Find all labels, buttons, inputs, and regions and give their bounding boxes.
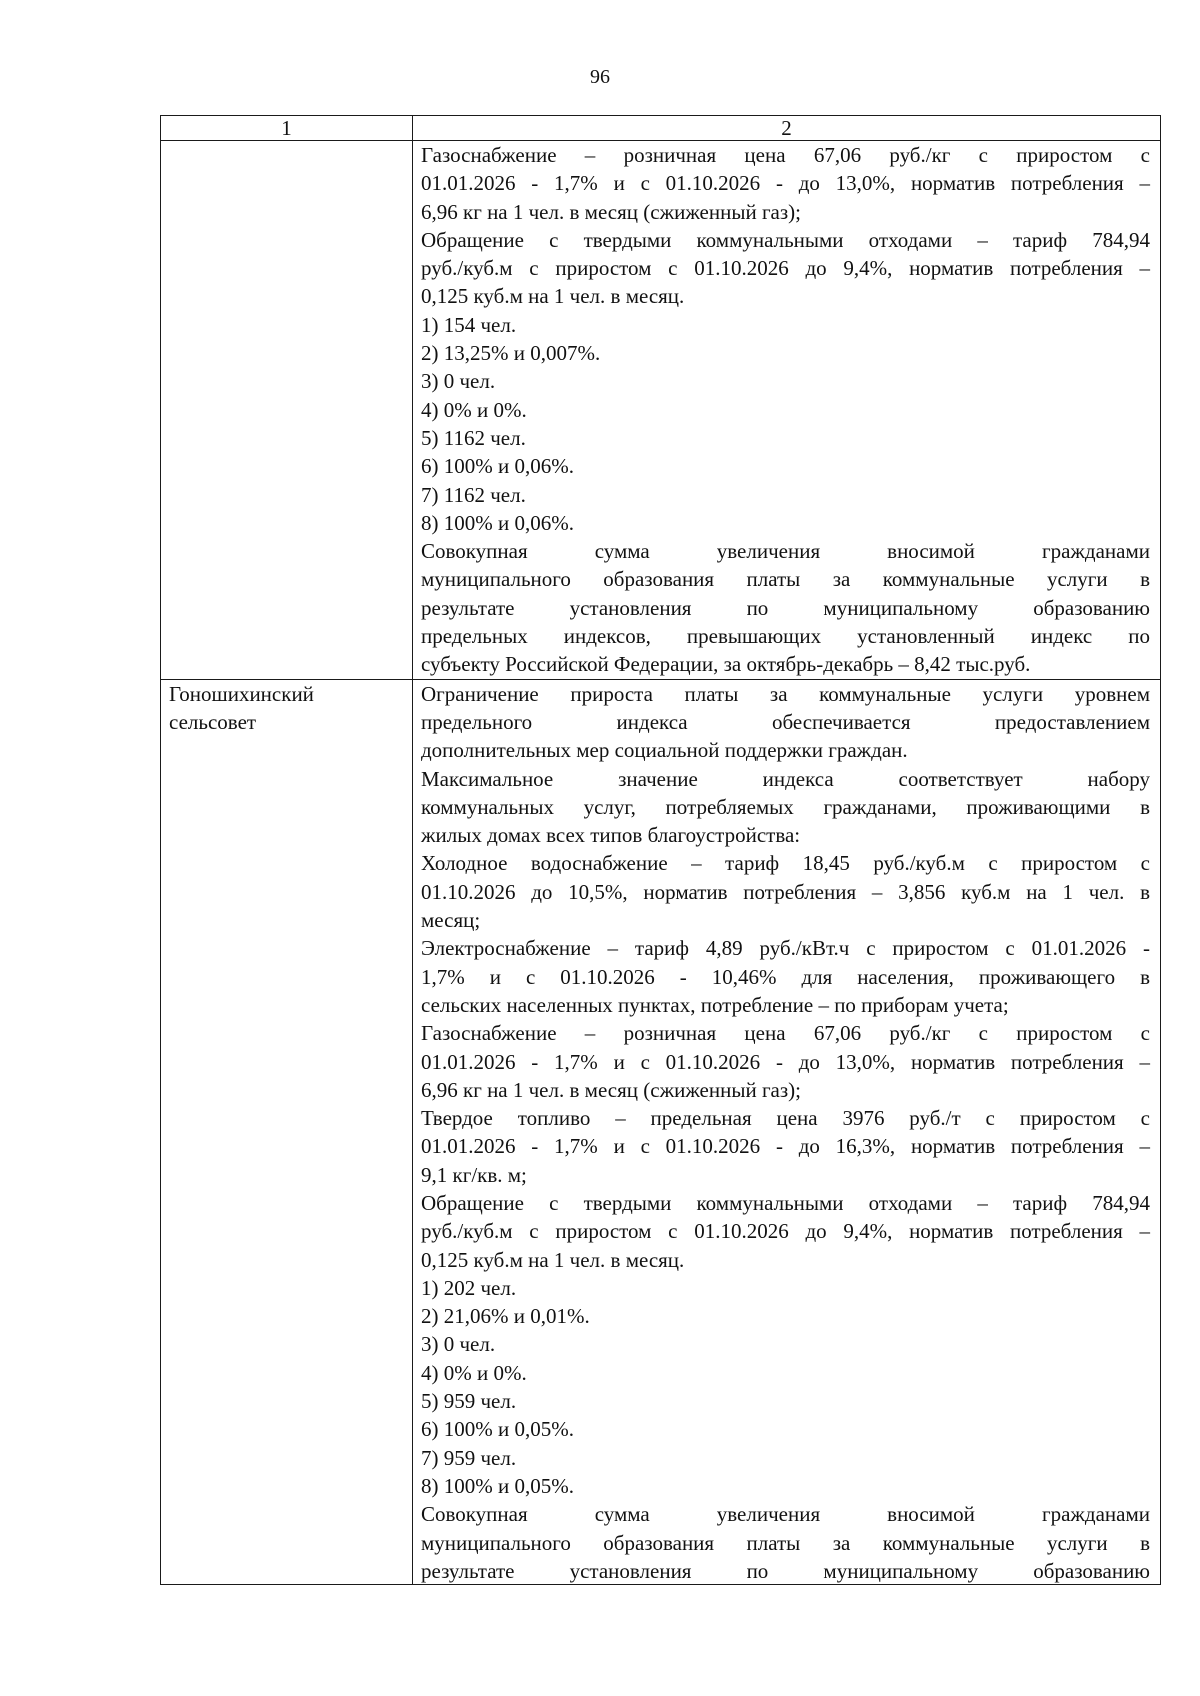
text-line: 7) 959 чел. (421, 1445, 517, 1470)
municipality-cell (161, 679, 413, 1584)
text-line: 5) 959 чел. (421, 1389, 517, 1414)
paragraph (421, 1500, 1150, 1584)
text-line: 0,125 куб.м на 1 чел. в месяц. (421, 1247, 685, 1272)
text-line: Обращение с твердыми коммунальными отходами – тариф 784,94 (421, 227, 1150, 252)
text-line: 2) 13,25% и 0,007%. (421, 341, 601, 366)
table-header-row (161, 116, 1161, 141)
text-line: 01.01.2026 - 1,7% и с 01.10.2026 - до 16,3%, норматив потребления – (421, 1134, 1150, 1159)
text-line: жилых домах всех типов благоустройства: (421, 823, 801, 848)
text-line: результате установления по муниципальному образованию (421, 1558, 1150, 1583)
table-row (161, 679, 1161, 1584)
paragraph (421, 765, 1150, 850)
text-line: 1,7% и с 01.10.2026 - 10,46% для населения, проживающего в (421, 964, 1150, 989)
text-line: 2) 21,06% и 0,01%. (421, 1304, 590, 1329)
table-row (161, 141, 1161, 680)
text-line: 1) 202 чел. (421, 1275, 517, 1300)
text-line: результате установления по муниципальному образованию (421, 595, 1150, 620)
text-line: коммунальных услуг, потребляемых гражданами, проживающими в (421, 794, 1150, 819)
text-line: руб./куб.м с приростом с 01.10.2026 до 9,4%, норматив потребления – (421, 256, 1150, 281)
paragraph (421, 1274, 1150, 1302)
paragraph (421, 141, 1150, 226)
paragraph (421, 537, 1150, 678)
text-line: 6,96 кг на 1 чел. в месяц (сжиженный газ); (421, 199, 801, 224)
paragraph (421, 1359, 1150, 1387)
description-cell (413, 141, 1161, 680)
paragraph (421, 1104, 1150, 1189)
paragraph (421, 1415, 1150, 1443)
text-line: месяц; (421, 908, 481, 933)
paragraph (421, 424, 1150, 452)
text-line: муниципального образования платы за коммунальные услуги в (421, 1530, 1150, 1555)
paragraph (421, 680, 1150, 765)
municipality-name-line: Гоношихинский (169, 681, 314, 706)
page-number: 96 (590, 66, 610, 88)
text-line: Максимальное значение индекса соответствует набору (421, 766, 1150, 791)
text-line: Газоснабжение – розничная цена 67,06 руб./кг с приростом с (421, 1021, 1150, 1046)
text-line: 0,125 куб.м на 1 чел. в месяц. (421, 284, 685, 309)
text-line: 7) 1162 чел. (421, 482, 526, 507)
paragraph (421, 509, 1150, 537)
paragraph (421, 367, 1150, 395)
paragraph (421, 1302, 1150, 1330)
paragraph (421, 1387, 1150, 1415)
text-line: 6) 100% и 0,06%. (421, 454, 574, 479)
text-line: предельного индекса обеспечивается предоставлением (421, 709, 1150, 734)
text-line: 4) 0% и 0%. (421, 1360, 527, 1385)
paragraph (421, 339, 1150, 367)
text-line: 9,1 кг/кв. м; (421, 1162, 527, 1187)
text-line: 3) 0 чел. (421, 369, 496, 394)
paragraph (421, 1472, 1150, 1500)
municipality-cell (161, 141, 413, 680)
text-line: муниципального образования платы за коммунальные услуги в (421, 567, 1150, 592)
paragraph (421, 226, 1150, 311)
paragraph (421, 1444, 1150, 1472)
paragraph (421, 849, 1150, 934)
paragraph (421, 1330, 1150, 1358)
text-line: Совокупная сумма увеличения вносимой гражданами (421, 1502, 1150, 1527)
text-line: 8) 100% и 0,05%. (421, 1473, 574, 1498)
text-line: 6,96 кг на 1 чел. в месяц (сжиженный газ); (421, 1077, 801, 1102)
column-1-header: 1 (161, 116, 413, 141)
text-line: Ограничение прироста платы за коммунальные услуги уровнем (421, 681, 1150, 706)
text-line: руб./куб.м с приростом с 01.10.2026 до 9,4%, норматив потребления – (421, 1219, 1150, 1244)
text-line: 01.01.2026 - 1,7% и с 01.10.2026 - до 13,0%, норматив потребления – (421, 171, 1150, 196)
text-line: 01.01.2026 - 1,7% и с 01.10.2026 - до 13,0%, норматив потребления – (421, 1049, 1150, 1074)
text-line: сельских населенных пунктах, потребление – по приборам учета; (421, 992, 1009, 1017)
text-line: 8) 100% и 0,06%. (421, 510, 574, 535)
text-line: Обращение с твердыми коммунальными отходами – тариф 784,94 (421, 1190, 1150, 1215)
description-cell (413, 679, 1161, 1584)
text-line: 5) 1162 чел. (421, 425, 526, 450)
text-line: Электроснабжение – тариф 4,89 руб./кВт.ч с приростом с 01.01.2026 - (421, 936, 1150, 961)
municipality-name-line: сельсовет (169, 709, 257, 734)
text-line: субъекту Российской Федерации, за октябрь-декабрь – 8,42 тыс.руб. (421, 652, 1031, 677)
paragraph (421, 934, 1150, 1019)
paragraph (421, 396, 1150, 424)
text-line: Совокупная сумма увеличения вносимой гражданами (421, 539, 1150, 564)
text-line: 3) 0 чел. (421, 1332, 496, 1357)
text-line: 6) 100% и 0,05%. (421, 1417, 574, 1442)
text-line: 1) 154 чел. (421, 312, 517, 337)
text-line: Твердое топливо – предельная цена 3976 руб./т с приростом с (421, 1106, 1150, 1131)
municipal-tariff-table (160, 115, 1161, 1585)
paragraph (421, 311, 1150, 339)
text-line: 4) 0% и 0%. (421, 397, 527, 422)
column-2-header: 2 (413, 116, 1161, 141)
paragraph (421, 452, 1150, 480)
text-line: 01.10.2026 до 10,5%, норматив потребления – 3,856 куб.м на 1 чел. в (421, 879, 1150, 904)
paragraph (421, 481, 1150, 509)
text-line: Газоснабжение – розничная цена 67,06 руб./кг с приростом с (421, 143, 1150, 167)
text-line: предельных индексов, превышающих установленный индекс по (421, 624, 1150, 649)
paragraph (421, 1019, 1150, 1104)
paragraph (421, 1189, 1150, 1274)
text-line: дополнительных мер социальной поддержки граждан. (421, 738, 908, 763)
text-line: Холодное водоснабжение – тариф 18,45 руб./куб.м с приростом с (421, 851, 1150, 876)
